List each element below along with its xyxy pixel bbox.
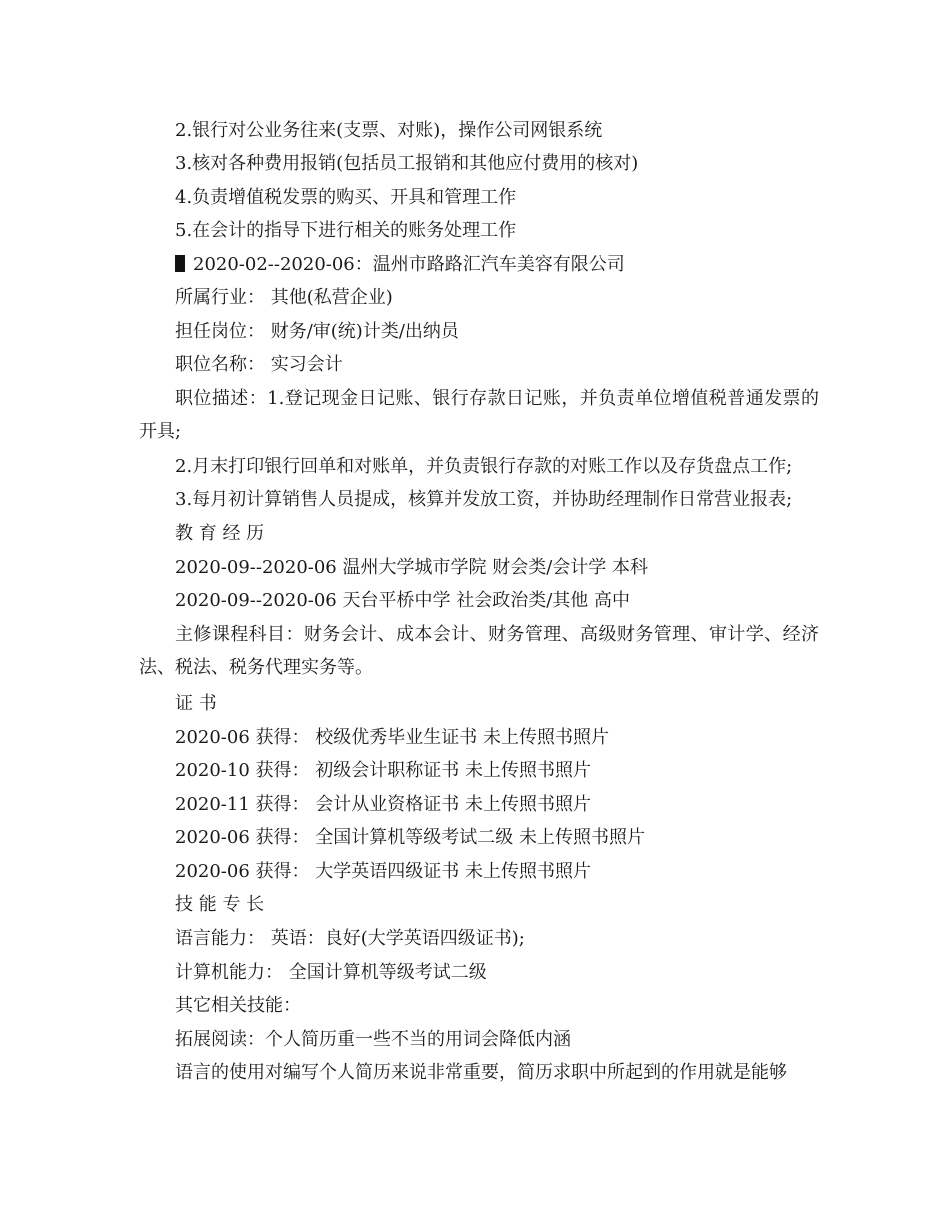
job-title-line: 职位名称： 实习会计: [175, 354, 343, 375]
job-description-paragraph: 职位描述：1.登记现金日记账、银行存款日记账，并负责单位增值税普通发票的开具;: [139, 388, 819, 442]
duty-line-4-invoice: 4.负责增值税发票的购买、开具和管理工作: [175, 187, 517, 208]
certificate-item: 2020-10 获得： 初级会计职称证书 未上传照书照片: [175, 760, 591, 781]
education-entry-university: 2020-09--2020-06 温州大学城市学院 财会类/会计学 本科: [175, 557, 648, 578]
certificate-item: 2020-06 获得： 全国计算机等级考试二级 未上传照书照片: [175, 827, 645, 848]
certificates-heading: 证 书: [175, 693, 217, 714]
duty-line-3-expense: 3.核对各种费用报销(包括员工报销和其他应付费用的核对): [175, 153, 639, 174]
certificate-item: 2020-06 获得： 校级优秀毕业生证书 未上传照书照片: [175, 727, 609, 748]
duty-line-2-bank: 2.银行对公业务往来(支票、对账)，操作公司网银系统: [175, 120, 603, 141]
extended-reading-title: 拓展阅读：个人简历重一些不当的用词会降低内涵: [175, 1029, 571, 1050]
job-entry-header-text: 2020-02--2020-06：温州市路路汇汽车美容有限公司: [193, 254, 625, 275]
body-text-line: 语言的使用对编写个人简历来说非常重要，简历求职中所起到的作用就是能够: [175, 1062, 787, 1083]
bullet-block-icon: [175, 255, 185, 272]
skills-heading: 技 能 专 长: [175, 894, 265, 915]
duty-payroll-line: 3.每月初计算销售人员提成，核算并发放工资，并协助经理制作日常营业报表;: [175, 489, 793, 510]
education-heading: 教 育 经 历: [175, 523, 265, 544]
other-skills-line: 其它相关技能：: [175, 995, 301, 1016]
computer-ability-line: 计算机能力： 全国计算机等级考试二级: [175, 962, 487, 983]
industry-line: 所属行业： 其他(私营企业): [175, 287, 393, 308]
language-ability-line: 语言能力： 英语：良好(大学英语四级证书);: [175, 928, 525, 949]
duty-line-5-accounting: 5.在会计的指导下进行相关的账务处理工作: [175, 220, 517, 241]
position-line: 担任岗位： 财务/审(统)计类/出纳员: [175, 321, 459, 342]
duty-month-end-line: 2.月末打印银行回单和对账单，并负责银行存款的对账工作以及存货盘点工作;: [175, 456, 793, 477]
courses-paragraph: 主修课程科目：财务会计、成本会计、财务管理、高级财务管理、审计学、经济法、税法、税务代理实务等。: [139, 624, 819, 678]
certificate-item: 2020-06 获得： 大学英语四级证书 未上传照书照片: [175, 861, 591, 882]
certificate-item: 2020-11 获得： 会计从业资格证书 未上传照书照片: [175, 794, 591, 815]
job-entry-header: [175, 254, 625, 276]
education-entry-highschool: 2020-09--2020-06 天台平桥中学 社会政治类/其他 高中: [175, 590, 630, 611]
